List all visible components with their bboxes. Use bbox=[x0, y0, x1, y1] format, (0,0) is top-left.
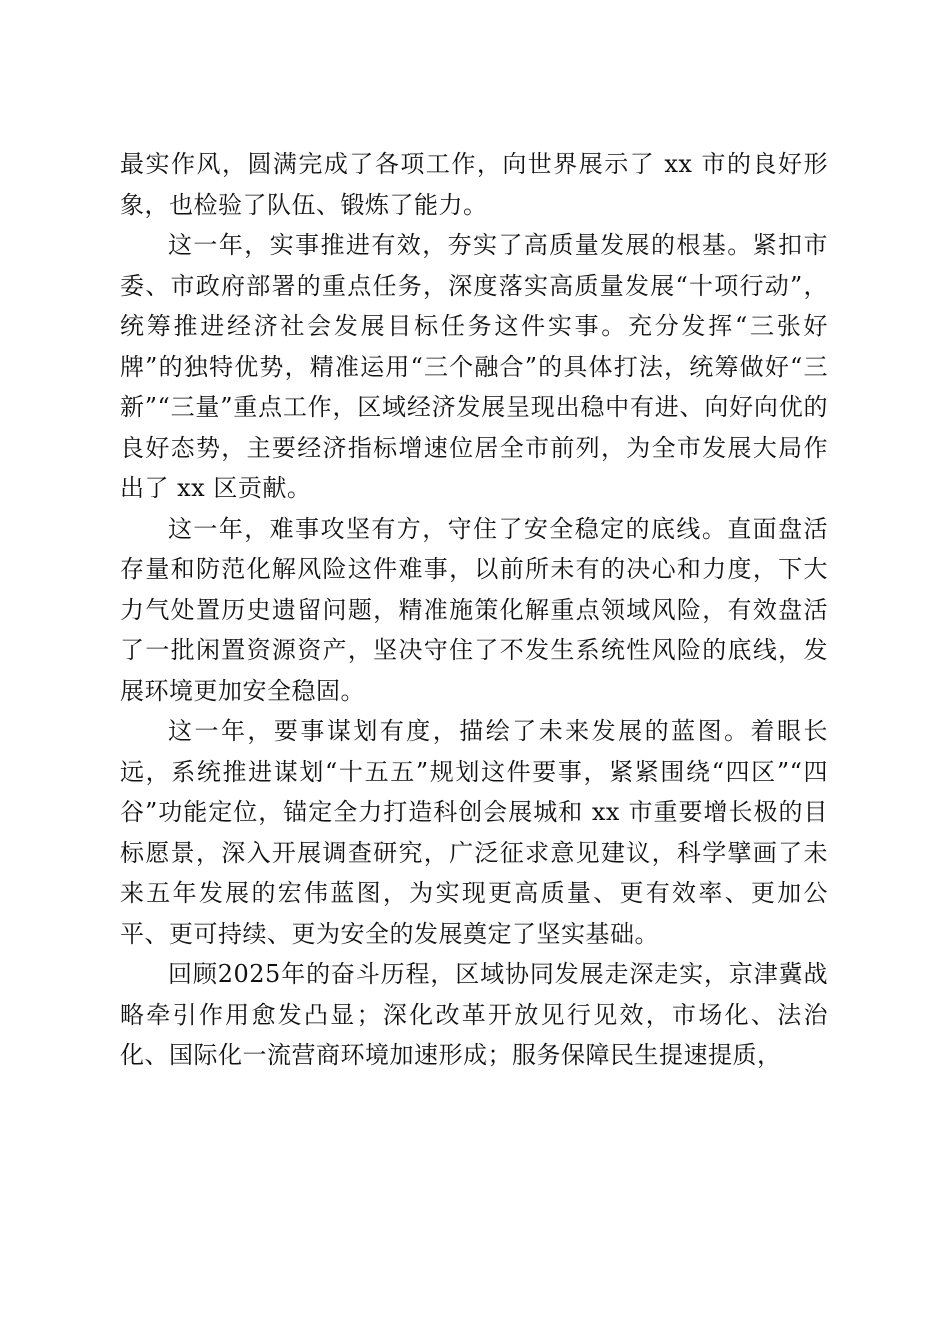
paragraph-important-matters: 这一年，要事谋划有度，描绘了未来发展的蓝图。着眼长远，系统推进谋划“十五五”规划这件要事，紧紧围绕“四区”“四谷”功能定位，锚定全力打造科创会展城和 xx 市重要增长极的目标愿景，深入开展调查研究，广泛征求意见建议，科学擘画了未来五年发展的宏伟蓝图，为实现更高质量、更有效率、更加公平、更可持续、更为安全的发展奠定了坚实基础。 bbox=[120, 717, 828, 948]
paragraph-practical-matters: 这一年，实事推进有效，夯实了高质量发展的根基。紧扣市委、市政府部署的重点任务，深度落实高质量发展“十项行动”，统筹推进经济社会发展目标任务这件实事。充分发挥“三张好牌”的独特优势，精准运用“三个融合”的具体打法，统筹做好“三新”“三量”重点工作，区域经济发展呈现出稳中有进、向好向优的良好态势，主要经济指标增速位居全市前列，为全市发展大局作出了 xx 区贡献。 bbox=[120, 231, 828, 502]
paragraph-difficult-matters: 这一年，难事攻坚有方，守住了安全稳定的底线。直面盘活存量和防范化解风险这件难事，以前所未有的决心和力度，下大力气处置历史遗留问题，精准施策化解重点领域风险，有效盘活了一批闲置资源资产，坚决守住了不发生系统性风险的底线，发展环境更加安全稳固。 bbox=[120, 514, 828, 705]
paragraph-review-2025: 回顾2025年的奋斗历程，区域协同发展走深走实，京津冀战略牵引作用愈发凸显；深化改革开放见行见效，市场化、法治化、国际化一流营商环境加速形成；服务保障民生提速提质， bbox=[120, 960, 828, 1069]
paragraph-continuation: 最实作风，圆满完成了各项工作，向世界展示了 xx 市的良好形象，也检验了队伍、锻炼了能力。 bbox=[120, 150, 828, 219]
document-body bbox=[120, 144, 828, 1076]
